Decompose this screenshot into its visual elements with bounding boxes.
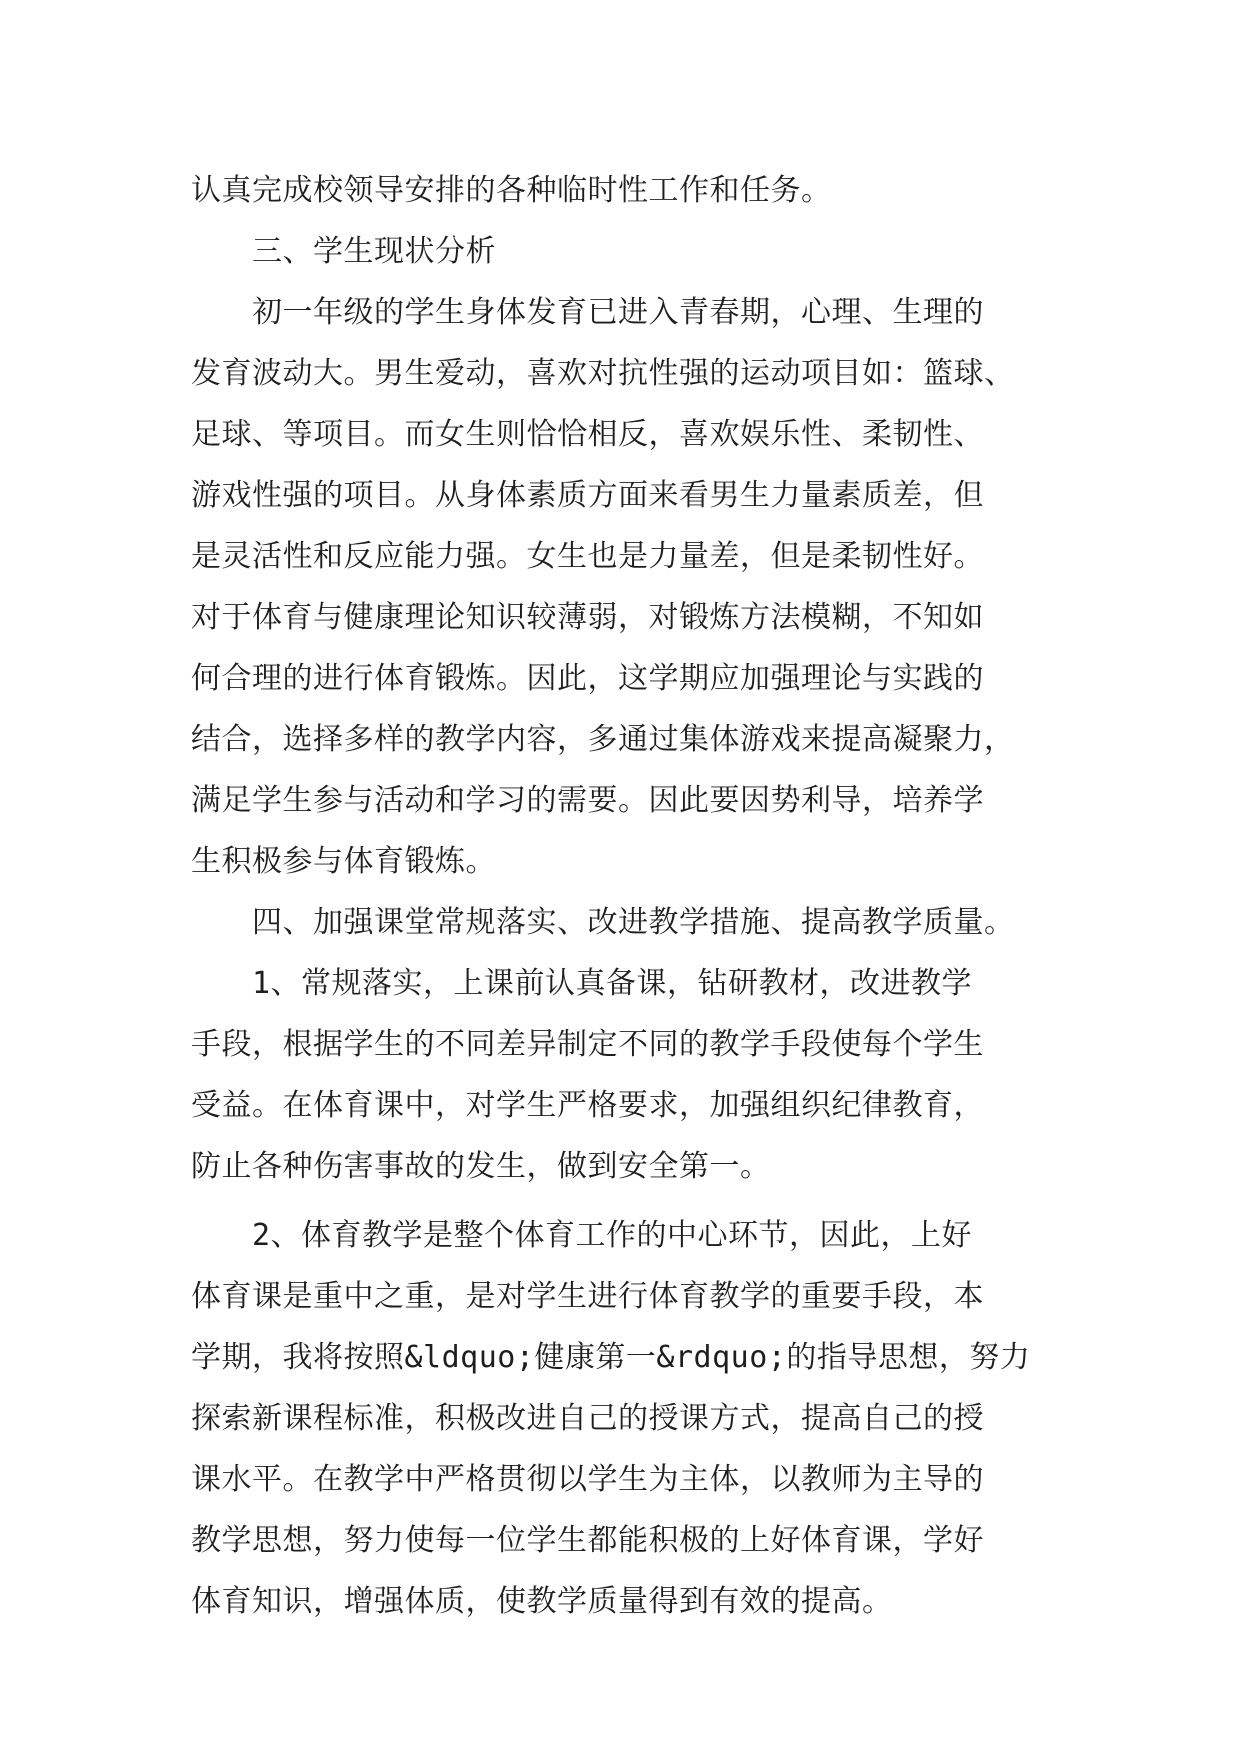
text-line: 发育波动大。男生爱动，喜欢对抗性强的运动项目如：篮球、 xyxy=(191,356,1015,391)
text-line: 生积极参与体育锻炼。 xyxy=(191,844,496,879)
text-line: 认真完成校领导安排的各种临时性工作和任务。 xyxy=(191,173,832,208)
document-body xyxy=(191,160,1071,1632)
text-line: 满足学生参与活动和学习的需要。因此要因势利导，培养学 xyxy=(191,783,984,818)
text-line: 探索新课程标准，积极改进自己的授课方式，提高自己的授 xyxy=(191,1401,984,1436)
text-line: 课水平。在教学中严格贯彻以学生为主体，以教师为主导的 xyxy=(191,1462,984,1497)
text-line: 1、常规落实，上课前认真备课，钻研教材，改进教学 xyxy=(191,966,973,1001)
text-line: 学期，我将按照&ldquo;健康第一&rdquo;的指导思想，努力 xyxy=(191,1340,1031,1375)
text-line: 对于体育与健康理论知识较薄弱，对锻炼方法模糊，不知如 xyxy=(191,600,984,635)
text-line: 体育课是重中之重，是对学生进行体育教学的重要手段，本 xyxy=(191,1279,984,1314)
text-line: 游戏性强的项目。从身体素质方面来看男生力量素质差，但 xyxy=(191,478,984,513)
text-line: 受益。在体育课中，对学生严格要求，加强组织纪律教育， xyxy=(191,1088,984,1123)
text-line: 足球、等项目。而女生则恰恰相反，喜欢娱乐性、柔韧性、 xyxy=(191,417,984,452)
section-heading-student-analysis: 三、学生现状分析 xyxy=(191,234,496,269)
section-heading-classroom-routine: 四、加强课堂常规落实、改进教学措施、提高教学质量。 xyxy=(191,905,1015,940)
text-line: 何合理的进行体育锻炼。因此，这学期应加强理论与实践的 xyxy=(191,661,984,696)
text-line: 2、体育教学是整个体育工作的中心环节，因此，上好 xyxy=(191,1218,973,1253)
text-line: 结合，选择多样的教学内容，多通过集体游戏来提高凝聚力， xyxy=(191,722,1015,757)
text-line: 是灵活性和反应能力强。女生也是力量差，但是柔韧性好。 xyxy=(191,539,984,574)
text-line: 手段，根据学生的不同差异制定不同的教学手段使每个学生 xyxy=(191,1027,984,1062)
text-line: 防止各种伤害事故的发生，做到安全第一。 xyxy=(191,1149,771,1184)
text-line: 教学思想，努力使每一位学生都能积极的上好体育课，学好 xyxy=(191,1523,984,1558)
text-line: 初一年级的学生身体发育已进入青春期，心理、生理的 xyxy=(191,295,984,330)
text-line: 体育知识，增强体质，使教学质量得到有效的提高。 xyxy=(191,1584,893,1619)
